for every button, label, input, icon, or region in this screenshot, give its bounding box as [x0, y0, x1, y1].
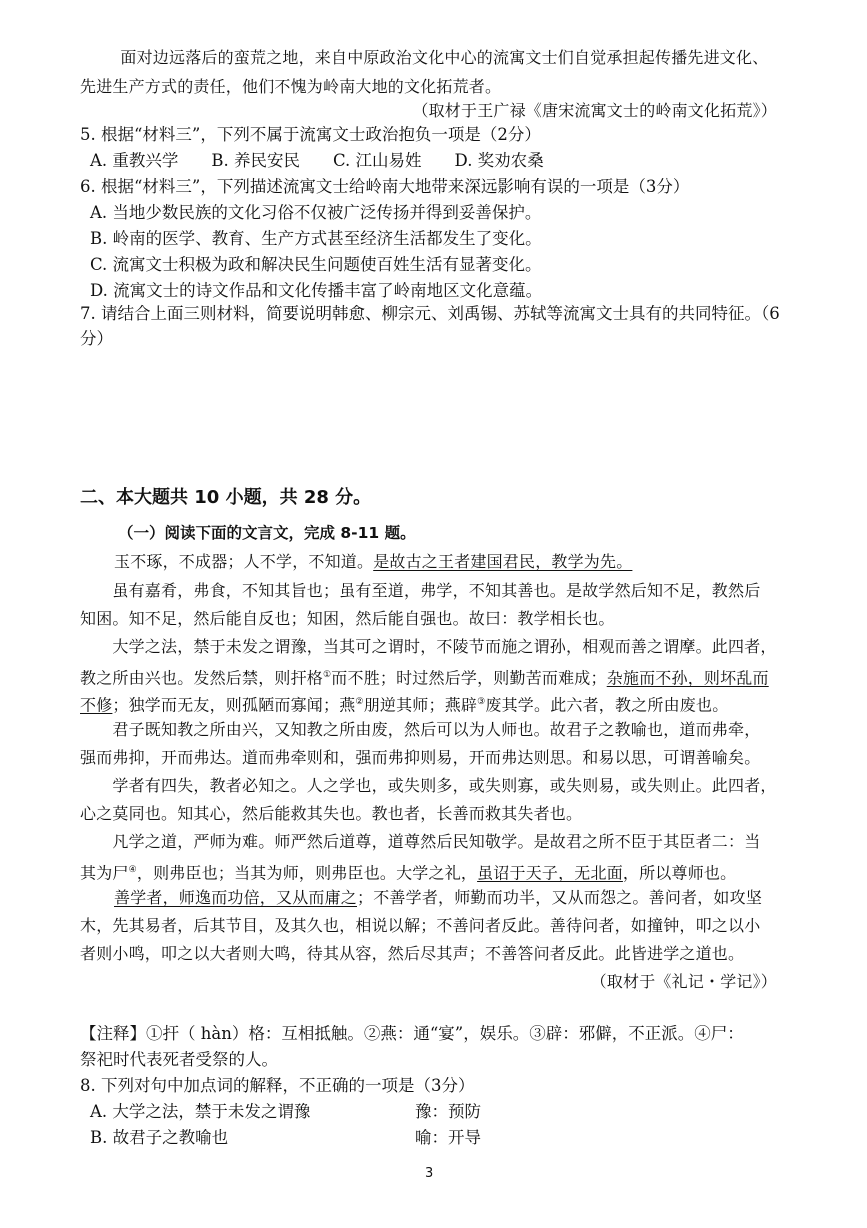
note-marker: ④ [128, 865, 137, 875]
passage-text: ，所以尊师也。 [622, 863, 737, 883]
material3-line-2: 先进生产方式的责任，他们不愧为岭南大地的文化拓荒者。 [80, 77, 502, 96]
material3-source: （取材于王广禄《唐宋流寓文士的岭南文化拓荒》） [412, 101, 777, 120]
question-6-option-c: C. 流寓文士积极为政和解决民生问题使百姓生活有显著变化。 [90, 255, 542, 274]
passage-para-7-line-3: 者则小鸣，叩之以大者则大鸣，待其从容，然后尽其声；不善答问者反此。此皆进学之道也。 [80, 944, 745, 963]
question-6-option-d: D. 流寓文士的诗文作品和文化传播丰富了岭南地区文化意蕴。 [90, 281, 543, 300]
underlined-sentence-3: 虽诏于天子，无北面 [477, 863, 623, 883]
question-7-line-1: 7. 请结合上面三则材料，简要说明韩愈、柳宗元、刘禹锡、苏轼等流寓文士具有的共同特征。（6 [80, 304, 780, 323]
passage-para-7-line-1 [114, 887, 762, 909]
passage-para-5-line-1: 学者有四失，教者必知之。人之学也，或失则多，或失则寡，或失则易，或失则止。此四者， [80, 776, 777, 795]
question-8-option-b: B. 故君子之教喻也 [90, 1128, 229, 1147]
question-6-option-a: A. 当地少数民族的文化习俗不仅被广泛传扬并得到妥善保护。 [90, 203, 542, 222]
passage-para-6-line-2 [80, 859, 736, 884]
question-6-option-b: B. 岭南的医学、教育、生产方式甚至经济生活都发生了变化。 [90, 229, 542, 248]
passage-para-4-line-2: 强而弗抑，开而弗达。道而弗牵则和，强而弗抑则易，开而弗达则思。和易以思，可谓善喻矣。 [80, 748, 761, 767]
question-5-stem: 5. 根据“材料三”，下列不属于流寓文士政治抱负一项是（2分） [80, 125, 541, 144]
passage-text: 而不胜；时过然后学，则勤苦而难成； [331, 668, 607, 688]
note-marker: ③ [477, 697, 486, 707]
passage-para-7-line-2: 木，先其易者，后其节目，及其久也，相说以解；不善问者反此。善待问者，如撞钟，叩之以小 [80, 916, 761, 935]
passage-para-3-line-2 [80, 664, 769, 689]
passage-para-5-line-2: 心之莫同也。知其心，然后能救其失也。教也者，长善而救其失者也。 [80, 804, 583, 823]
underlined-sentence-2-end: 不修 [80, 695, 113, 715]
page-number: 3 [425, 1166, 434, 1181]
question-8-stem: 8. 下列对句中加点词的解释，不正确的一项是（3分） [80, 1076, 475, 1095]
question-6-stem: 6. 根据“材料三”，下列描述流寓文士给岭南大地带来深远影响有误的一项是（3分） [80, 177, 690, 196]
section-2-heading: 二、本大题共 10 小题，共 28 分。 [80, 487, 372, 508]
passage-text: 其为尸 [80, 863, 129, 883]
passage-para-4-line-1: 君子既知教之所由兴，又知教之所由废，然后可以为人师也。故君子之教喻也，道而弗牵， [80, 720, 761, 739]
section-2-subheading: （一）阅读下面的文言文，完成 8-11 题。 [118, 524, 416, 542]
passage-para-2-line-1: 虽有嘉肴，弗食，不知其旨也；虽有至道，弗学，不知其善也。是故学然后知不足，教然后 [80, 581, 761, 600]
passage-para-2-line-2: 知困。知不足，然后能自反也；知困，然后能自强也。故曰：教学相长也。 [80, 609, 615, 628]
passage-text: 教之所由兴也。发然后禁，则扞格 [80, 668, 324, 688]
question-7-line-2: 分） [80, 329, 113, 348]
question-5-options: A. 重教兴学 B. 养民安民 C. 江山易姓 D. 奖劝农桑 [90, 151, 544, 170]
notes-line-2: 祭祀时代表死者受祭的人。 [80, 1050, 278, 1069]
passage-source: （取材于《礼记・学记》） [590, 972, 777, 991]
passage-para-3-line-3 [80, 691, 728, 716]
notes-line-1: 【注释】①扞（ hàn）格：互相抵触。②燕：通“宴”，娱乐。③辟：邪僻，不正派。④尸： [80, 1024, 744, 1043]
passage-text: 朋逆其师；燕辟 [363, 695, 478, 715]
question-8-option-a-gloss: 豫：预防 [415, 1102, 481, 1121]
passage-text: ，则弗臣也；当其为师，则弗臣也。大学之礼， [136, 863, 478, 883]
material3-line-1: 面对边远落后的蛮荒之地，来自中原政治文化中心的流寓文士们自觉承担起传播先进文化、 [88, 48, 769, 67]
passage-text: ；独学而无友，则孤陋而寡闻；燕 [112, 695, 356, 715]
question-8-option-b-gloss: 喻：开导 [415, 1128, 481, 1147]
passage-text: 废其学。此六者，教之所由废也。 [485, 695, 729, 715]
question-8-option-a: A. 大学之法，禁于未发之谓豫 [90, 1102, 311, 1121]
passage-text: 玉不琢，不成器；人不学，不知道。 [114, 552, 374, 571]
passage-text: ；不善学者，师勤而功半，又从而怨之。善问者，如攻坚 [357, 888, 763, 907]
passage-para-1 [114, 551, 632, 573]
note-marker: ② [355, 697, 364, 707]
underlined-sentence-2: 杂施而不孙，则坏乱而 [606, 668, 769, 688]
underlined-sentence-1: 是故古之王者建国君民，教学为先。 [373, 552, 633, 571]
note-marker: ① [323, 670, 332, 680]
passage-para-3-line-1: 大学之法，禁于未发之谓豫，当其可之谓时，不陵节而施之谓孙，相观而善之谓摩。此四者， [80, 637, 777, 656]
underlined-sentence-4: 善学者，师逸而功倍，又从而庸之 [114, 888, 358, 907]
passage-para-6-line-1: 凡学之道，严师为难。师严然后道尊，道尊然后民知敬学。是故君之所不臣于其臣者二：当 [80, 832, 761, 851]
